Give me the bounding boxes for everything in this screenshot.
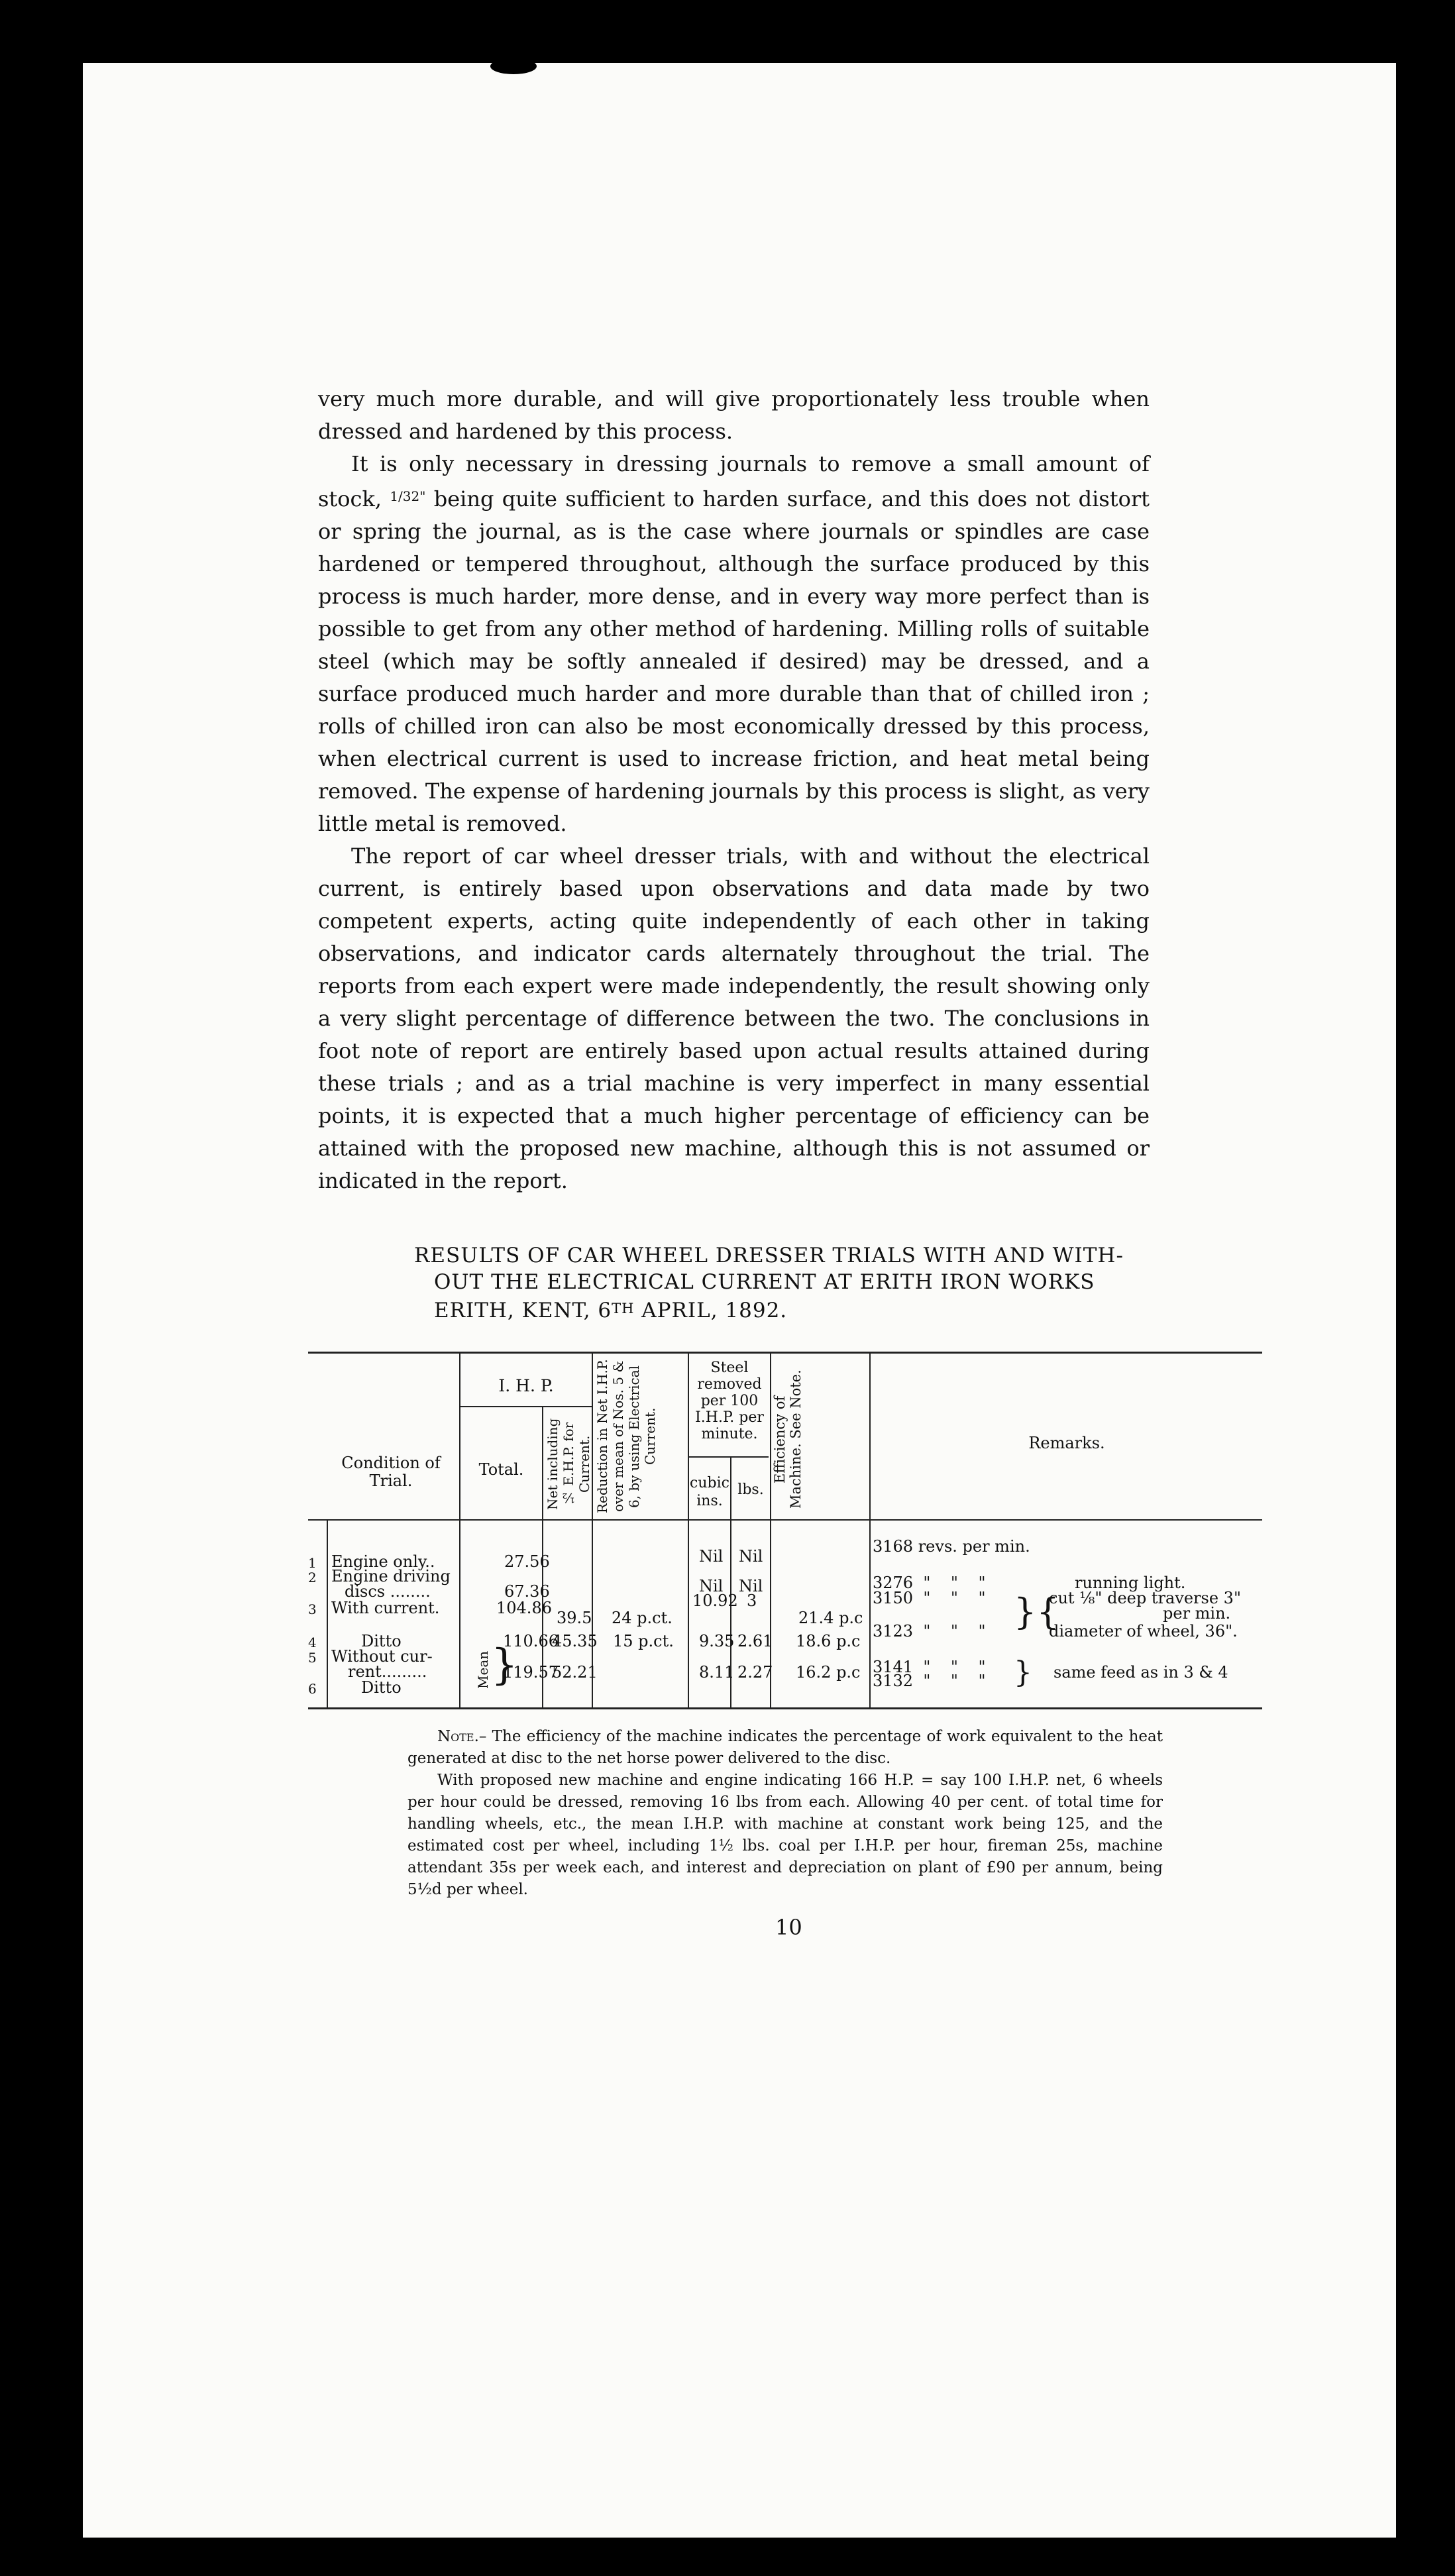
header-efficiency: Efficiency of Machine. See Note.: [772, 1369, 804, 1509]
row-3-remarks: 3150 " " ": [873, 1589, 986, 1607]
col-rule-6: [770, 1352, 771, 1707]
col-rule-3: [592, 1352, 593, 1707]
table-top-rule: [308, 1352, 1262, 1354]
paragraph-3: The report of car wheel dresser trials, with and without the electrical current, is entirely based upon observations and data made by two competent experts, acting quite independently of each other in taking observations, and indicator cards alternately throughout the trial. The reports from each expert were made independently, the result showing only a very slight percentage of difference between the two. The conclusions in foot note of report are entirely based upon actual results attained during these trials ; and as a trial machine is very imperfect in many essential points, it is expected that a much higher percentage of efficiency can be attained with the proposed new machine, although this is not assumed or indicated in the report.: [318, 843, 1150, 1193]
row-2-cubic: Nil: [699, 1577, 724, 1595]
row-6-condition: Ditto: [361, 1678, 402, 1697]
col-rule-7: [869, 1352, 871, 1707]
remark-brace: }{: [1014, 1591, 1059, 1633]
paragraph-2: [318, 448, 1150, 840]
steel-sub-rule: [689, 1456, 769, 1458]
row-num-3: 3: [308, 1601, 317, 1617]
note-label: Note.: [437, 1728, 479, 1745]
row-4-lbs: 2.61: [737, 1632, 773, 1650]
row-5-remarks: 3141 " " ": [873, 1658, 986, 1676]
row-3-lbs: 3: [747, 1591, 757, 1610]
table-notes: [407, 1726, 1163, 1901]
row-3-efficiency: 21.4 p.c: [798, 1609, 863, 1627]
row-3-reduction: 24 p.ct.: [612, 1609, 673, 1627]
row-3-net: 39.5: [557, 1609, 592, 1627]
title-line-1: RESULTS OF CAR WHEEL DRESSER TRIALS WITH AND WITH-: [414, 1244, 1124, 1267]
row-4-condition: Ditto: [361, 1632, 402, 1650]
row-5-cubic: 8.11: [699, 1663, 735, 1682]
remark-cut: cut ⅛" deep traverse 3": [1049, 1589, 1241, 1607]
row-3-total: 104.86: [496, 1599, 552, 1617]
mean-label: Mean: [475, 1650, 491, 1689]
results-table: [308, 1352, 1262, 1723]
row-2-total: 67.36: [504, 1582, 550, 1601]
note-text: – The efficiency of the machine indicates the percentage of work equivalent to the heat generated at disc to the net horse power delivered to the disc.: [407, 1728, 1163, 1767]
header-net: Net including ½ E.H.P. for Current.: [545, 1418, 592, 1511]
table-header-rule: [308, 1519, 1262, 1521]
fraction-1-32: 1/32": [390, 488, 426, 504]
row-5-condition: Without cur-: [331, 1647, 433, 1666]
row-4-cubic: 9.35: [699, 1632, 735, 1650]
row-6-remarks: 3132 " " ": [873, 1672, 986, 1690]
row-4-efficiency: 18.6 p.c: [796, 1632, 861, 1650]
row-1-total: 27.56: [504, 1552, 550, 1571]
row-4-net: 45.35: [552, 1632, 598, 1650]
title-line-3-b: APRIL, 1892.: [634, 1299, 788, 1322]
row-3-condition: With current.: [331, 1599, 440, 1617]
header-steel: Steel removed per 100 I.H.P. per minute.: [695, 1360, 764, 1442]
ihp-sub-rule: [459, 1406, 592, 1407]
remark-per-min: per min.: [1163, 1604, 1231, 1623]
row-4-remarks: 3123 " " ": [873, 1622, 986, 1640]
row-num-4: 4: [308, 1635, 317, 1650]
row-num-5: 5: [308, 1650, 317, 1666]
title-line-3-a: ERITH, KENT, 6: [434, 1299, 612, 1322]
row-2-condition: Engine driving: [331, 1567, 451, 1585]
paragraph-2-start: It is only necessary in dressing journals to remove a small amount of stock,: [318, 451, 1150, 511]
row-5-condition-cont: rent.........: [348, 1662, 427, 1681]
row-3-cubic: 10.92: [692, 1591, 738, 1610]
mean-brace: }: [491, 1640, 518, 1690]
remark-diameter: diameter of wheel, 36".: [1049, 1622, 1238, 1640]
header-cubic: cubic ins.: [690, 1475, 729, 1509]
col-rule-1: [459, 1352, 460, 1707]
results-title: [414, 1242, 1209, 1324]
header-remarks: Remarks.: [1028, 1434, 1105, 1452]
title-line-2: OUT THE ELECTRICAL CURRENT AT ERITH IRON WORKS: [434, 1270, 1095, 1294]
page-number: 10: [775, 1915, 802, 1940]
note-proposed-machine: With proposed new machine and engine indicating 166 H.P. = say 100 I.H.P. net, 6 wheels per hour could be dressed, removing 16 lbs from each. Allowing 40 per cent. of total time for handling wheels, etc., the mean I.H.P. with machine at constant work being 125, and the estimated cost per wheel, including 1½ lbs. coal per I.H.P. per hour, fireman 25s, machine attendant 35s per week each, and interest and depreciation on plant of £90 per annum, being 5½d per wheel.: [407, 1772, 1163, 1898]
row-num-6: 6: [308, 1681, 317, 1697]
row-1-condition: Engine only..: [331, 1552, 435, 1571]
row-1-remarks: 3168 revs. per min.: [873, 1537, 1030, 1556]
remark-running-light: running light.: [1075, 1574, 1186, 1592]
row-5-lbs: 2.27: [737, 1663, 773, 1682]
row-1-cubic: Nil: [699, 1547, 724, 1566]
body-text: [318, 383, 1150, 1197]
row-5-efficiency: 16.2 p.c: [796, 1663, 861, 1682]
row-5-total: 119.57: [503, 1663, 559, 1682]
table-bottom-rule: [308, 1707, 1262, 1709]
header-lbs: lbs.: [737, 1481, 764, 1498]
header-condition: Condition of Trial.: [341, 1454, 441, 1490]
header-total: Total.: [478, 1460, 524, 1479]
title-line-3: [414, 1295, 1209, 1324]
row-num-2: 2: [308, 1570, 317, 1585]
note-efficiency: [407, 1726, 1163, 1770]
num-col-rule: [327, 1521, 328, 1707]
paragraph-1: very much more durable, and will give proportionately less trouble when dressed and hardened by this process.: [318, 386, 1150, 444]
remark-same-feed: same feed as in 3 & 4: [1053, 1663, 1228, 1682]
row-4-total: 110.66: [503, 1632, 559, 1650]
row-num-1: 1: [308, 1555, 317, 1571]
row-1-lbs: Nil: [739, 1547, 763, 1566]
row-2-lbs: Nil: [739, 1577, 763, 1595]
row-5-net: 52.21: [552, 1663, 598, 1682]
row-4-reduction: 15 p.ct.: [613, 1632, 674, 1650]
title-line-3-th: TH: [612, 1301, 635, 1316]
row-2-remarks: 3276 " " ": [873, 1574, 986, 1592]
remark-brace-2: }: [1014, 1656, 1032, 1690]
scan-blot: [490, 58, 537, 74]
row-2-condition-cont: discs ........: [345, 1582, 431, 1601]
header-ihp: I. H. P.: [498, 1376, 554, 1395]
header-reduction: Reduction in Net I.H.P. over mean of Nos. 5 & 6, by using Electrical Current.: [594, 1359, 658, 1514]
paragraph-2-rest: being quite sufficient to harden surface, and this does not distort or spring the journal, as is the case where journals or spindles are case hardened or tempered throughout, although the surface produced by this process is much harder, more dense, and in every way more perfect than is possible to get from any other method of hardening. Milling rolls of suitable steel (which may be softly annealed if desired) may be dressed, and a surface produced much harder and more durable than that of chilled iron ; rolls of chilled iron can also be most economically dressed by this process, when electrical current is used to increase friction, and heat metal being removed. The expense of hardening journals by this process is slight, as very little metal is removed.: [318, 486, 1150, 836]
